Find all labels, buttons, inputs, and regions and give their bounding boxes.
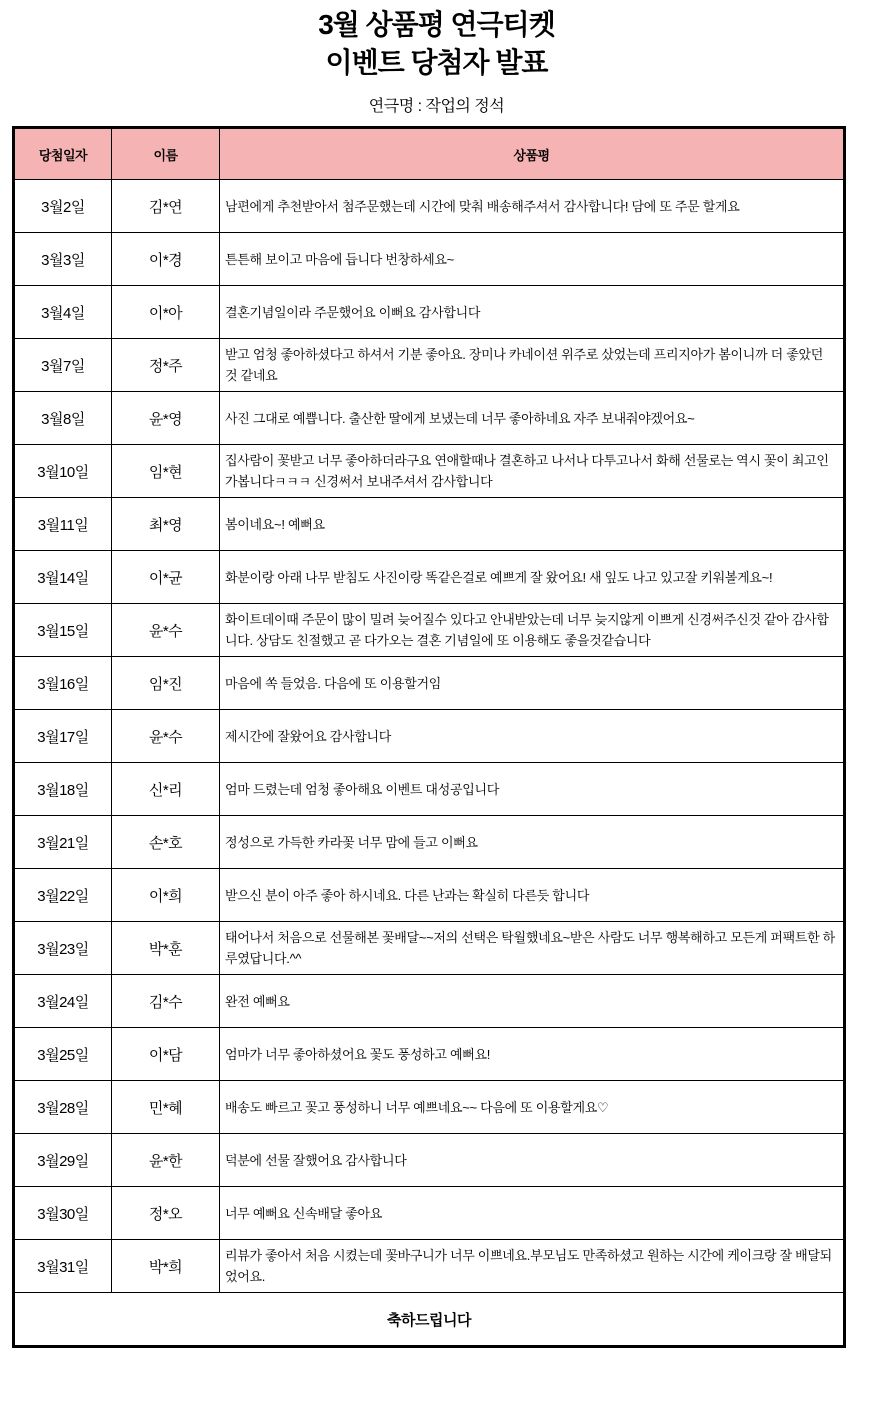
win-date-cell: 3월10일 (14, 445, 112, 498)
winner-name-cell: 임*진 (112, 657, 220, 710)
winner-name-cell: 이*담 (112, 1028, 220, 1081)
winner-name-cell: 박*훈 (112, 922, 220, 975)
winner-name-cell: 손*호 (112, 816, 220, 869)
win-date-cell: 3월22일 (14, 869, 112, 922)
column-header-win-date: 당첨일자 (14, 128, 112, 180)
winners-table-body (14, 180, 845, 1293)
review-cell: 엄마 드렸는데 엄청 좋아해요 이벤트 대성공입니다 (220, 763, 845, 816)
table-row (14, 710, 845, 763)
win-date-cell: 3월2일 (14, 180, 112, 233)
table-row (14, 922, 845, 975)
play-name-subtitle: 연극명 : 작업의 정석 (368, 98, 505, 115)
win-date-cell: 3월15일 (14, 604, 112, 657)
review-cell: 엄마가 너무 좋아하셨어요 꽃도 풍성하고 예뻐요! (220, 1028, 845, 1081)
winner-name-cell: 신*리 (112, 763, 220, 816)
column-header-name: 이름 (112, 128, 220, 180)
win-date-cell: 3월17일 (14, 710, 112, 763)
table-row (14, 1187, 845, 1240)
win-date-cell: 3월28일 (14, 1081, 112, 1134)
winner-name-cell: 이*희 (112, 869, 220, 922)
table-row (14, 1134, 845, 1187)
review-cell: 튼튼해 보이고 마음에 듭니다 번창하세요~ (220, 233, 845, 286)
winner-name-cell: 김*수 (112, 975, 220, 1028)
winner-name-cell: 윤*한 (112, 1134, 220, 1187)
table-row (14, 816, 845, 869)
table-row (14, 498, 845, 551)
review-cell: 태어나서 처음으로 선물해본 꽃배달~~저의 선택은 탁월했네요~받은 사람도 너무 행복해하고 모든게 퍼팩트한 하루였답니다.^^ (220, 922, 845, 975)
review-cell: 사진 그대로 예쁩니다. 출산한 딸에게 보냈는데 너무 좋아하네요 자주 보내줘야겠어요~ (220, 392, 845, 445)
table-row (14, 551, 845, 604)
win-date-cell: 3월29일 (14, 1134, 112, 1187)
review-cell: 너무 예뻐요 신속배달 좋아요 (220, 1187, 845, 1240)
winner-name-cell: 윤*수 (112, 710, 220, 763)
table-row (14, 339, 845, 392)
win-date-cell: 3월18일 (14, 763, 112, 816)
winner-name-cell: 김*연 (112, 180, 220, 233)
winner-name-cell: 최*영 (112, 498, 220, 551)
table-row (14, 1240, 845, 1293)
win-date-cell: 3월25일 (14, 1028, 112, 1081)
winners-table (12, 126, 846, 1348)
table-row (14, 392, 845, 445)
page-title-line1: 3월 상품평 연극티켓 (318, 9, 555, 40)
winner-name-cell: 민*혜 (112, 1081, 220, 1134)
win-date-cell: 3월31일 (14, 1240, 112, 1293)
review-cell: 집사람이 꽃받고 너무 좋아하더라구요 연애할때나 결혼하고 나서나 다투고나서 화해 선물로는 역시 꽃이 최고인가봅니다ㅋㅋㅋ 신경써서 보내주셔서 감사합니다 (220, 445, 845, 498)
page-title-line2: 이벤트 당첨자 발표 (325, 47, 548, 78)
win-date-cell: 3월7일 (14, 339, 112, 392)
table-row (14, 763, 845, 816)
page-title (0, 0, 873, 82)
table-row (14, 445, 845, 498)
review-cell: 배송도 빠르고 꽃고 풍성하니 너무 예쁘네요~~ 다음에 또 이용할게요♡ (220, 1081, 845, 1134)
winner-name-cell: 정*오 (112, 1187, 220, 1240)
review-cell: 받고 엄청 좋아하셨다고 하셔서 기분 좋아요. 장미나 카네이션 위주로 샀었는데 프리지아가 봄이니까 더 좋았던 것 같네요 (220, 339, 845, 392)
review-cell: 리뷰가 좋아서 처음 시켰는데 꽃바구니가 너무 이쁘네요.부모님도 만족하셨고 원하는 시간에 케이크랑 잘 배달되었어요. (220, 1240, 845, 1293)
table-row (14, 180, 845, 233)
table-row (14, 975, 845, 1028)
table-row (14, 286, 845, 339)
winner-name-cell: 윤*영 (112, 392, 220, 445)
win-date-cell: 3월11일 (14, 498, 112, 551)
winner-name-cell: 윤*수 (112, 604, 220, 657)
win-date-cell: 3월21일 (14, 816, 112, 869)
winner-name-cell: 박*희 (112, 1240, 220, 1293)
table-row (14, 233, 845, 286)
table-row (14, 604, 845, 657)
review-cell: 완전 예뻐요 (220, 975, 845, 1028)
column-header-review: 상품평 (220, 128, 845, 180)
review-cell: 정성으로 가득한 카라꽃 너무 맘에 들고 이뻐요 (220, 816, 845, 869)
table-row (14, 657, 845, 710)
win-date-cell: 3월24일 (14, 975, 112, 1028)
review-cell: 결혼기념일이라 주문했어요 이뻐요 감사합니다 (220, 286, 845, 339)
win-date-cell: 3월4일 (14, 286, 112, 339)
congrats-message: 축하드립니다 (14, 1293, 845, 1347)
win-date-cell: 3월16일 (14, 657, 112, 710)
table-row (14, 1028, 845, 1081)
congrats-row (14, 1293, 845, 1347)
win-date-cell: 3월14일 (14, 551, 112, 604)
win-date-cell: 3월8일 (14, 392, 112, 445)
table-header-row (14, 128, 845, 180)
review-cell: 남편에게 추천받아서 첨주문했는데 시간에 맞춰 배송해주셔서 감사합니다! 담에 또 주문 할게요 (220, 180, 845, 233)
review-cell: 화분이랑 아래 나무 받침도 사진이랑 똑같은걸로 예쁘게 잘 왔어요! 새 잎도 나고 있고잘 키워볼게요~! (220, 551, 845, 604)
review-cell: 덕분에 선물 잘했어요 감사합니다 (220, 1134, 845, 1187)
winner-name-cell: 이*아 (112, 286, 220, 339)
review-cell: 마음에 쏙 들었음. 다음에 또 이용할거임 (220, 657, 845, 710)
winner-name-cell: 이*경 (112, 233, 220, 286)
review-cell: 봄이네요~! 예뻐요 (220, 498, 845, 551)
table-row (14, 869, 845, 922)
review-cell: 받으신 분이 아주 좋아 하시네요. 다른 난과는 확실히 다른듯 합니다 (220, 869, 845, 922)
table-row (14, 1081, 845, 1134)
winner-name-cell: 임*현 (112, 445, 220, 498)
review-cell: 제시간에 잘왔어요 감사합니다 (220, 710, 845, 763)
review-cell: 화이트데이때 주문이 많이 밀려 늦어질수 있다고 안내받았는데 너무 늦지않게 이쁘게 신경써주신것 같아 감사합니다. 상담도 친절했고 곧 다가오는 결혼 기념일에 또 이용해도 좋을것같습니다 (220, 604, 845, 657)
winner-name-cell: 정*주 (112, 339, 220, 392)
winner-name-cell: 이*균 (112, 551, 220, 604)
win-date-cell: 3월23일 (14, 922, 112, 975)
win-date-cell: 3월3일 (14, 233, 112, 286)
win-date-cell: 3월30일 (14, 1187, 112, 1240)
